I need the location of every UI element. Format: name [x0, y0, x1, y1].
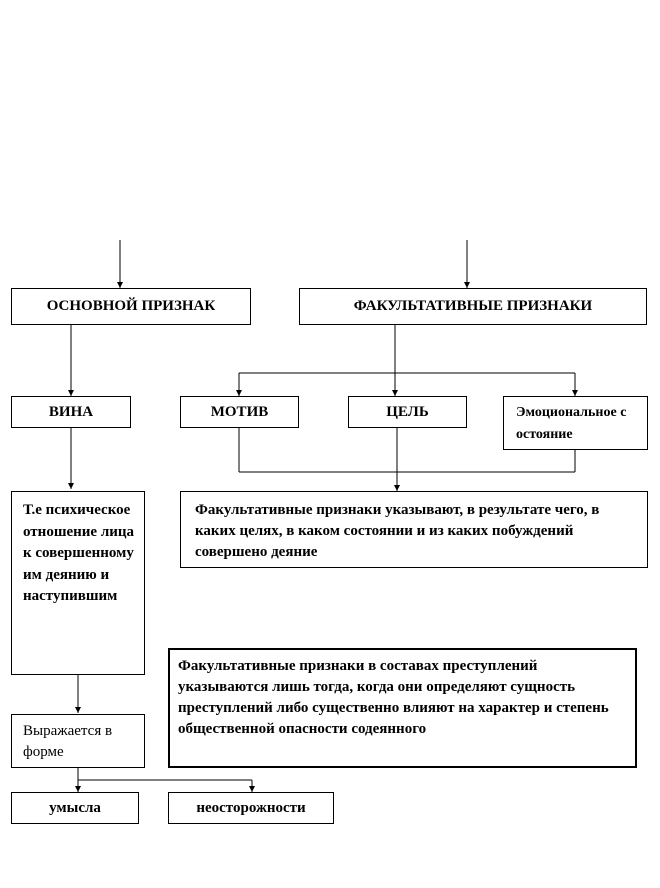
guilt-definition-text: Т.е психическое отношение лица к совершенному им деянию и наступившим	[23, 502, 135, 604]
negligence-label: неосторожности	[196, 799, 306, 816]
motive-label: МОТИВ	[210, 403, 269, 420]
goal-label: ЦЕЛЬ	[386, 403, 429, 420]
intent-box	[11, 792, 139, 824]
optional-explanation-box	[180, 491, 648, 568]
emotional-state-label: Эмоциональное состояние	[516, 405, 627, 442]
emotional-state-box	[503, 396, 648, 450]
optional-signs-box	[299, 288, 647, 325]
note-box	[168, 648, 637, 768]
guilt-definition-box	[11, 491, 145, 675]
optional-explanation-text: Факультативные признаки указывают, в результате чего, в каких целях, в каком состоянии и из каких побуждений совершено деяние	[195, 502, 600, 560]
motive-box	[180, 396, 299, 428]
goal-box	[348, 396, 467, 428]
note-text: Факультативные признаки в составах преступлений указываются лишь тогда, когда они определяют сущность преступлений либо существенно влияют на характер и степень общественной опасности содеянного	[178, 658, 609, 737]
optional-signs-label: ФАКУЛЬТАТИВНЫЕ ПРИЗНАКИ	[353, 298, 593, 314]
negligence-box	[168, 792, 334, 824]
form-label: Выражается в форме	[23, 723, 113, 760]
guilt-label: ВИНА	[48, 403, 94, 420]
form-box	[11, 714, 145, 768]
main-sign-label: ОСНОВНОЙ ПРИЗНАК	[46, 298, 216, 314]
main-sign-box	[11, 288, 251, 325]
intent-label: умысла	[49, 799, 101, 816]
guilt-box	[11, 396, 131, 428]
